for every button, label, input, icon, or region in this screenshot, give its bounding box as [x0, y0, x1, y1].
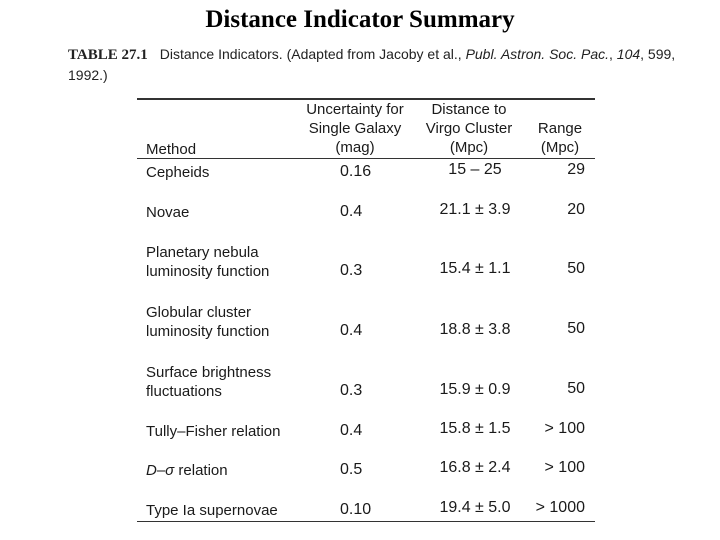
- row-distance: 15.4 ± 1.1: [439, 260, 511, 277]
- row-uncertainty: 0.4: [340, 322, 363, 339]
- row-distance: 21.1 ± 3.9: [439, 201, 511, 218]
- header-uncertainty: [298, 100, 412, 157]
- row-distance: 16.8 ± 2.4: [439, 459, 511, 476]
- table-label: TABLE 27.1: [68, 47, 148, 63]
- row-distance: 19.4 ± 5.0: [439, 499, 511, 516]
- row-method-line: luminosity function: [146, 323, 270, 340]
- row-method: [146, 501, 278, 520]
- row-range: 20: [567, 201, 585, 218]
- header-range-line: (Mpc): [540, 139, 580, 156]
- row-method: [146, 243, 269, 281]
- row-method: [146, 422, 281, 441]
- header-uncertainty-line: Single Galaxy: [308, 120, 402, 137]
- caption-tail: , 599, 1992.): [68, 46, 676, 83]
- table-bottom-rule: [137, 521, 595, 522]
- caption-sep: ,: [609, 46, 617, 62]
- row-range: > 100: [544, 420, 585, 437]
- row-range: > 100: [544, 459, 585, 476]
- row-method-line: Surface brightness: [146, 364, 272, 381]
- row-uncertainty: 0.3: [340, 382, 363, 399]
- header-method: Method: [146, 141, 197, 158]
- header-distance: [418, 100, 520, 157]
- row-method-line: luminosity function: [146, 263, 270, 280]
- row-uncertainty: 0.5: [340, 461, 363, 478]
- row-method-line: fluctuations: [146, 383, 222, 400]
- row-method: [146, 363, 271, 401]
- caption-volume: 104: [616, 46, 641, 62]
- row-method: [146, 203, 189, 222]
- row-uncertainty: 0.4: [340, 203, 363, 220]
- header-range: [532, 119, 588, 157]
- header-uncertainty-line: Uncertainty for: [306, 101, 404, 118]
- row-method: [146, 303, 269, 341]
- row-method: [146, 461, 228, 480]
- row-range: 29: [567, 161, 585, 178]
- row-uncertainty: 0.4: [340, 422, 363, 439]
- row-method-line: Globular cluster: [146, 304, 252, 321]
- row-distance: 15.8 ± 1.5: [439, 420, 511, 437]
- row-range: > 1000: [535, 499, 585, 516]
- row-method-line: Type Ia supernovae: [146, 502, 278, 519]
- row-distance: 15.9 ± 0.9: [439, 381, 511, 398]
- row-uncertainty: 0.3: [340, 262, 363, 279]
- header-distance-line: (Mpc): [449, 139, 489, 156]
- row-method-line: Novae: [146, 204, 190, 221]
- caption-text: Distance Indicators. (Adapted from Jacoby et al.,: [159, 46, 466, 62]
- header-distance-line: Distance to: [431, 101, 507, 118]
- row-uncertainty: 0.16: [340, 163, 372, 180]
- row-method: [146, 163, 209, 182]
- table-caption: [68, 44, 678, 85]
- row-method-line: Planetary nebula: [146, 244, 259, 261]
- row-uncertainty: 0.10: [340, 501, 372, 518]
- row-range: 50: [567, 320, 585, 337]
- header-uncertainty-line: (mag): [335, 139, 375, 156]
- row-distance: 18.8 ± 3.8: [439, 321, 511, 338]
- table-header-rule: [137, 158, 595, 159]
- row-method-rest: relation: [174, 462, 228, 479]
- row-method-line: Cepheids: [146, 164, 210, 181]
- caption-journal: Publ. Astron. Soc. Pac.: [465, 46, 610, 62]
- row-method-italic: D–σ: [146, 462, 175, 479]
- header-distance-line: Virgo Cluster: [425, 120, 513, 137]
- slide-title: Distance Indicator Summary: [205, 6, 515, 33]
- row-range: 50: [567, 260, 585, 277]
- row-distance: 15 – 25: [448, 161, 502, 178]
- row-method-line: Tully–Fisher relation: [146, 423, 281, 440]
- header-range-line: Range: [537, 120, 583, 137]
- row-range: 50: [567, 380, 585, 397]
